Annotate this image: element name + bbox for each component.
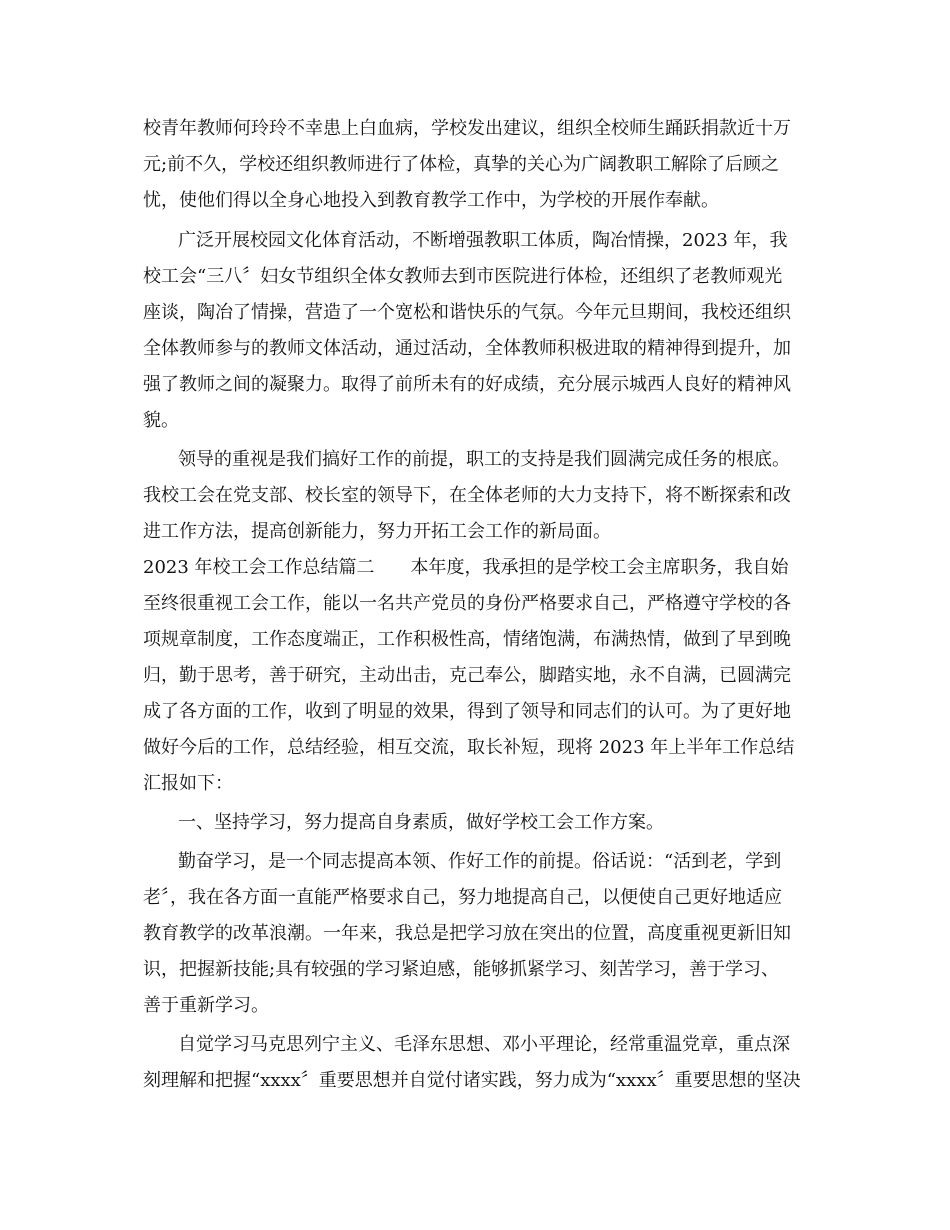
text-line: 领导的重视是我们搞好工作的前提，职工的支持是我们圆满完成任务的根底。 [178, 449, 790, 470]
text-line: 广泛开展校园文化体育活动，不断增强教职工体质，陶冶情操，2023 年，我 [178, 230, 788, 251]
text-line: 校工会“三八〞妇女节组织全体女教师去到市医院进行体检，还组织了老教师观光 [143, 266, 783, 287]
text-line: 教育教学的改革浪潮。一年来，我总是把学习放在突出的位置，高度重视更新旧知 [143, 923, 791, 944]
text-line: 善于重新学习。 [143, 995, 269, 1016]
text-line: 强了教师之间的凝聚力。取得了前所未有的好成绩，充分展示城西人良好的精神风 [143, 374, 791, 395]
text-line: 识，把握新技能;具有较强的学习紧迫感，能够抓紧学习、刻苦学习，善于学习、 [143, 959, 780, 980]
text-line: 貌。 [143, 410, 179, 431]
text-line: 全体教师参与的教师文体活动，通过活动，全体教师积极进取的精神得到提升，加 [143, 338, 791, 359]
text-line: 汇报如下： [143, 773, 233, 794]
subheading-line: 一、坚持学习，努力提高自身素质，做好学校工会工作方案。 [178, 812, 664, 833]
text-line: 元;前不久，学校还组织教师进行了体检，真挚的关心为广阔教职工解除了后顾之 [143, 154, 780, 175]
text-line: 忧，使他们得以全身心地投入到教育教学工作中，为学校的开展作奉献。 [143, 190, 719, 211]
section-heading-line: 2023 年校工会工作总结篇二 本年度，我承担的是学校工会主席职务，我自始 [143, 557, 789, 578]
text-line: 成了各方面的工作，收到了明显的效果，得到了领导和同志们的认可。为了更好地 [143, 701, 791, 722]
text-line: 项规章制度，工作态度端正，工作积极性高，情绪饱满，布满热情，做到了早到晚 [143, 629, 791, 650]
text-line: 校青年教师何玲玲不幸患上白血病，学校发出建议，组织全校师生踊跃捐款近十万 [143, 118, 791, 139]
text-line: 做好今后的工作，总结经验，相互交流，取长补短，现将 2023 年上半年工作总结 [143, 737, 795, 758]
text-line: 勤奋学习，是一个同志提高本领、作好工作的前提。俗话说：“活到老，学到 [178, 851, 782, 872]
text-line: 我校工会在党支部、校长室的领导下，在全体老师的大力支持下，将不断探索和改 [143, 485, 791, 506]
text-line: 进工作方法，提高创新能力，努力开拓工会工作的新局面。 [143, 521, 611, 542]
text-line: 座谈，陶冶了情操，营造了一个宽松和谐快乐的气氛。今年元旦期间，我校还组织 [143, 302, 791, 323]
text-line: 归，勤于思考，善于研究，主动出击，克己奉公，脚踏实地，永不自满，已圆满完 [143, 665, 791, 686]
text-line: 至终很重视工会工作，能以一名共产党员的身份严格要求自己，严格遵守学校的各 [143, 593, 791, 614]
text-line: 老〞，我在各方面一直能严格要求自己，努力地提高自己，以便使自己更好地适应 [143, 887, 782, 908]
text-line: 刻理解和把握“xxxx〞重要思想并自觉付诸实践，努力成为“xxxx〞重要思想的坚决 [143, 1070, 801, 1091]
text-line: 自觉学习马克思列宁主义、毛泽东思想、邓小平理论，经常重温党章，重点深 [178, 1034, 790, 1055]
